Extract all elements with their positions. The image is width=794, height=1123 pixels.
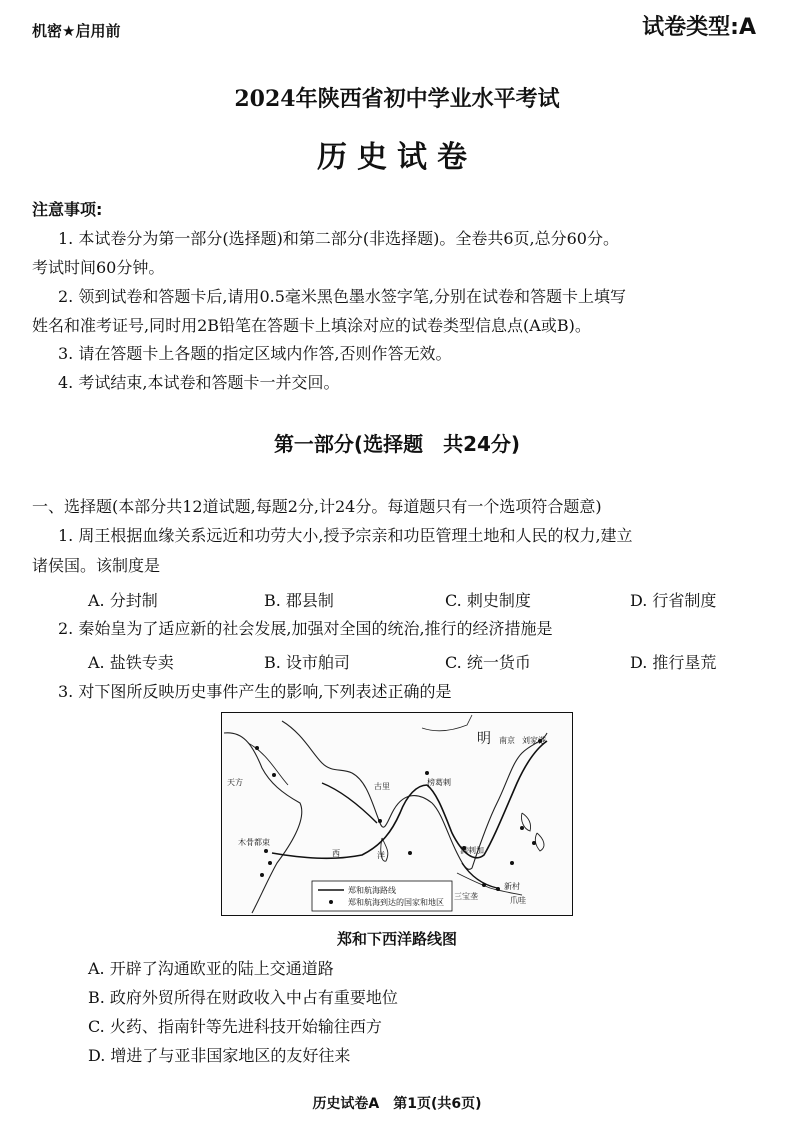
question-1-option-a: A. 分封制 xyxy=(88,591,158,610)
question-2-stem: 2. 秦始皇为了适应新的社会发展,加强对全国的统治,推行的经济措施是 xyxy=(58,619,553,638)
map-label-tianfang: 天方 xyxy=(227,778,243,787)
question-3-option-b: B. 政府外贸所得在财政收入中占有重要地位 xyxy=(88,988,398,1007)
note-item-2-line-2: 姓名和准考证号,同时用2B铅笔在答题卡上填涂对应的试卷类型信息点(A或B)。 xyxy=(32,316,591,335)
question-1-option-b: B. 郡县制 xyxy=(264,591,334,610)
note-item-1-line-1: 1. 本试卷分为第一部分(选择题)和第二部分(非选择题)。全卷共6页,总分60分。 xyxy=(58,229,619,248)
map-label-yang: 洋 xyxy=(377,851,385,860)
question-3-option-a: A. 开辟了沟通欧亚的陆上交通道路 xyxy=(88,959,334,978)
question-1-option-d: D. 行省制度 xyxy=(630,591,717,610)
map-label-manlajia: 满剌加 xyxy=(460,846,484,855)
map-label-liujiagang: 刘家港 xyxy=(522,736,546,745)
question-1-line-2: 诸侯国。该制度是 xyxy=(32,556,161,575)
paper-type-label: 试卷类型:A xyxy=(642,15,756,40)
note-item-2-line-1: 2. 领到试卷和答题卡后,请用0.5毫米黑色墨水签字笔,分别在试卷和答题卡上填写 xyxy=(58,287,626,306)
question-3-option-c: C. 火药、指南针等先进科技开始输往西方 xyxy=(88,1017,382,1036)
map-label-banggela: 榜葛剌 xyxy=(427,778,451,787)
note-item-1-line-2: 考试时间60分钟。 xyxy=(32,258,165,277)
note-item-4: 4. 考试结束,本试卷和答题卡一并交回。 xyxy=(58,373,340,392)
exam-title: 2024年陕西省初中学业水平考试 xyxy=(234,86,560,112)
map-label-ming: 明 xyxy=(477,731,491,747)
question-2-option-b: B. 设市舶司 xyxy=(264,653,350,672)
subject-title: 历史试卷 xyxy=(317,140,477,175)
map-caption: 郑和下西洋路线图 xyxy=(336,930,457,948)
zheng-he-voyage-map xyxy=(221,712,573,916)
map-label-guli: 古里 xyxy=(374,782,390,791)
note-item-3: 3. 请在答题卡上各题的指定区域内作答,否则作答无效。 xyxy=(58,344,452,363)
question-1-line-1: 1. 周王根据血缘关系远近和功劳大小,授予宗亲和功臣管理土地和人民的权力,建立 xyxy=(58,526,633,545)
question-2-option-c: C. 统一货币 xyxy=(445,653,531,672)
map-graphic xyxy=(222,713,571,914)
question-3-stem: 3. 对下图所反映历史事件产生的影响,下列表述正确的是 xyxy=(58,682,452,701)
question-3-option-d: D. 增进了与亚非国家地区的友好往来 xyxy=(88,1046,351,1065)
legend-route-label: 郑和航海路线 xyxy=(348,886,396,895)
map-label-mugudushu: 木骨都束 xyxy=(238,838,270,847)
part-one-title: 第一部分(选择题 共24分) xyxy=(273,432,521,456)
legend-places-label: 郑和航海到达的国家和地区 xyxy=(348,898,444,907)
section-instruction: 一、选择题(本部分共12道试题,每题2分,计24分。每道题只有一个选项符合题意) xyxy=(32,497,602,516)
question-1-option-c: C. 刺史制度 xyxy=(445,591,531,610)
map-label-xi: 西 xyxy=(332,849,340,858)
map-label-nanjing: 南京 xyxy=(499,736,515,745)
map-label-zhuawa: 爪哇 xyxy=(510,896,526,905)
notes-heading: 注意事项: xyxy=(32,200,103,219)
map-label-sanbaolong: 三宝垄 xyxy=(454,892,478,901)
map-label-xincun: 新村 xyxy=(504,882,520,891)
question-2-option-d: D. 推行垦荒 xyxy=(630,653,717,672)
question-2-option-a: A. 盐铁专卖 xyxy=(88,653,174,672)
page-footer: 历史试卷A 第1页(共6页) xyxy=(312,1096,482,1112)
confidential-label: 机密★启用前 xyxy=(32,22,121,40)
